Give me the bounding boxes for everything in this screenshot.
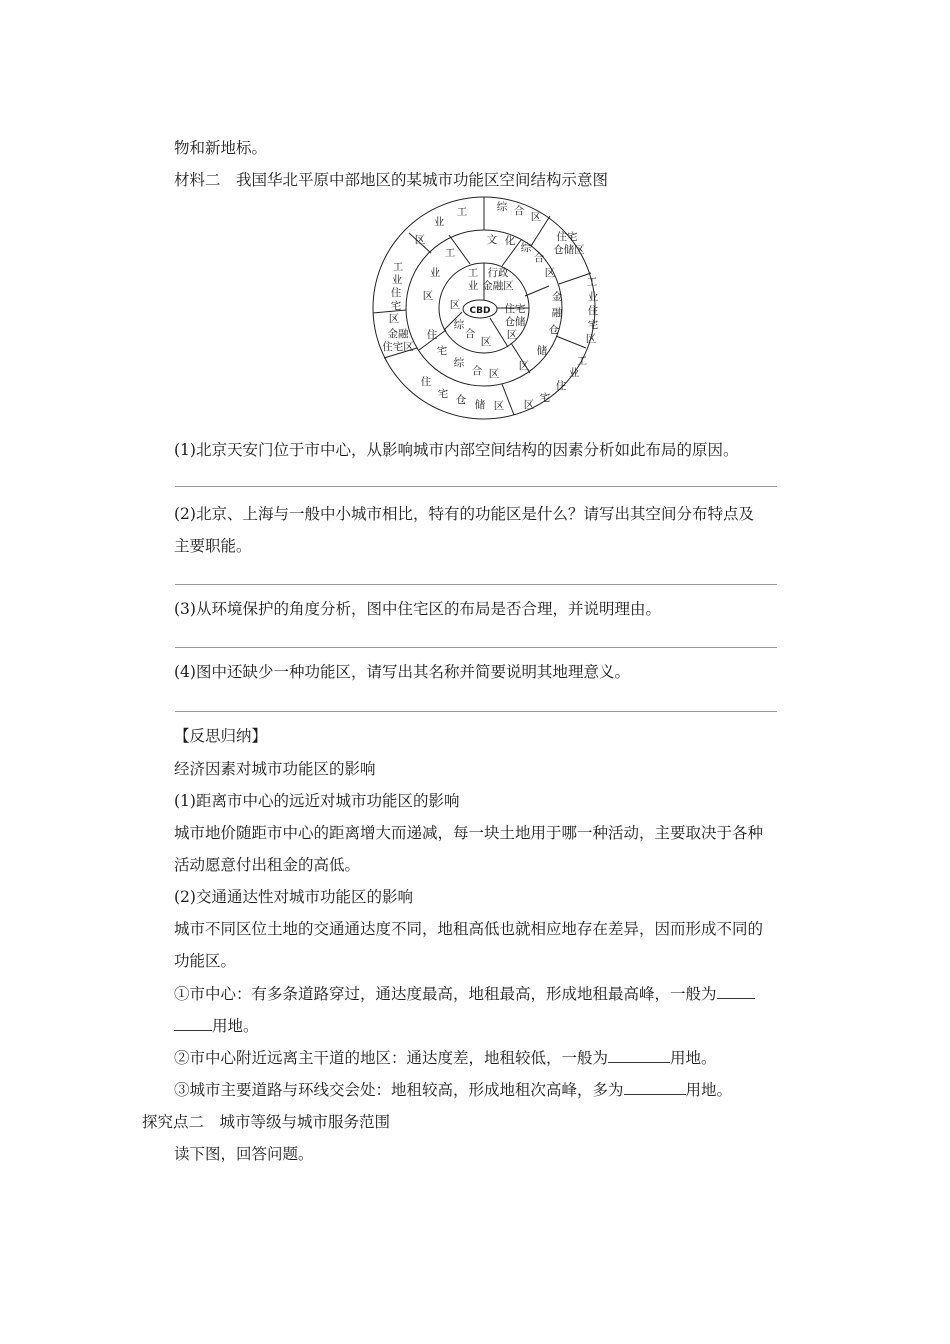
svg-text:区: 区: [480, 336, 492, 348]
answer-line-1[interactable]: [175, 486, 777, 487]
question-3: (3)从环境保护的角度分析，图中住宅区的布局是否合理，并说明理由。: [174, 600, 661, 618]
outer-zone-industrial: [415, 206, 468, 246]
land-use-suffix-1: 用地。: [212, 1017, 259, 1035]
svg-text:区: 区: [585, 333, 597, 345]
reflection-line-5: (2)交通通达性对城市功能区的影响: [174, 888, 413, 906]
reflection-line-2: (1)距离市中心的远近对城市功能区的影响: [174, 792, 460, 810]
fill-blank-1a[interactable]: [717, 984, 755, 999]
svg-text:区: 区: [422, 290, 434, 302]
outer-zone-comprehensive: [497, 200, 542, 223]
svg-text:宅: 宅: [437, 388, 449, 400]
svg-text:区: 区: [506, 329, 518, 341]
svg-text:住: 住: [390, 287, 402, 299]
svg-text:住: 住: [420, 376, 432, 388]
svg-text:住宅区: 住宅区: [382, 341, 414, 353]
svg-text:储: 储: [536, 345, 548, 357]
land-use-suffix-2: 用地。: [670, 1049, 717, 1067]
outer-zone-industrial-residential-se: [524, 355, 588, 411]
svg-text:业: 业: [467, 280, 479, 292]
svg-text:业: 业: [568, 367, 580, 379]
question-1: (1)北京天安门位于市中心，从影响城市内部空间结构的因素分析如此布局的原因。: [174, 441, 739, 459]
svg-text:住: 住: [555, 380, 567, 392]
svg-text:仓储: 仓储: [504, 316, 526, 328]
outer-zone-residential-storage-ne: [553, 231, 585, 256]
svg-text:行政: 行政: [487, 267, 509, 279]
svg-text:金融区: 金融区: [482, 280, 514, 292]
svg-text:合: 合: [533, 252, 545, 264]
svg-text:融: 融: [551, 307, 563, 319]
svg-text:宅: 宅: [390, 300, 402, 312]
svg-text:区: 区: [530, 211, 542, 223]
svg-text:区: 区: [544, 267, 556, 279]
svg-text:化: 化: [504, 235, 516, 247]
fill-blank-1b[interactable]: [174, 1016, 212, 1031]
reflection-line-10: [174, 1048, 717, 1068]
svg-text:综: 综: [520, 242, 532, 254]
svg-text:工: 工: [576, 355, 588, 367]
reflection-line-9: [174, 1016, 259, 1036]
svg-text:综: 综: [453, 319, 465, 331]
svg-text:区: 区: [523, 399, 535, 411]
svg-text:合: 合: [464, 328, 476, 340]
outer-zone-industrial-residential-w: [389, 261, 404, 325]
svg-text:储: 储: [474, 399, 486, 411]
svg-text:宅: 宅: [539, 392, 551, 404]
svg-text:区: 区: [449, 299, 461, 311]
svg-text:宅: 宅: [436, 345, 448, 357]
answer-line-4[interactable]: [175, 711, 777, 712]
cbd-label: CBD: [469, 306, 491, 316]
city-center-text: ①市中心：有多条道路穿过，通达度最高，地租最高，形成地租最高峰，一般为: [174, 985, 717, 1003]
svg-text:业: 业: [587, 291, 599, 303]
svg-text:业: 业: [433, 216, 445, 228]
svg-text:金: 金: [551, 291, 563, 303]
reflection-line-6: 城市不同区位土地的交通通达度不同，地租高低也就相应地存在差异，因而形成不同的: [174, 920, 764, 938]
svg-text:工: 工: [444, 247, 456, 259]
section2-title: 探究点二 城市等级与城市服务范围: [142, 1113, 391, 1131]
question-2-cont: 主要职能。: [174, 537, 252, 555]
inner-zone-comprehensive: [454, 318, 492, 348]
land-use-suffix-3: 用地。: [685, 1081, 733, 1099]
svg-text:区: 区: [493, 400, 505, 412]
intro-tail: 物和新地标。: [174, 139, 268, 157]
svg-text:区: 区: [388, 313, 400, 325]
middle-zone-industrial: [423, 247, 456, 302]
question-4: (4)图中还缺少一种功能区，请写出其名称并简要说明其地理意义。: [174, 663, 630, 681]
reflection-line-7: 功能区。: [174, 952, 237, 970]
fill-blank-2[interactable]: [608, 1048, 670, 1063]
reflection-heading: 【反思归纳】: [174, 727, 268, 745]
material2-title: 材料二 我国华北平原中部地区的某城市功能区空间结构示意图: [174, 171, 609, 189]
question-2: (2)北京、上海与一般中小城市相比，特有的功能区是什么？请写出其空间分布特点及: [174, 505, 754, 523]
svg-text:综: 综: [453, 357, 465, 369]
svg-text:工: 工: [467, 267, 479, 279]
reflection-line-1: 经济因素对城市功能区的影响: [174, 760, 376, 778]
svg-text:住宅: 住宅: [504, 303, 526, 315]
reflection-line-4: 活动愿意付出租金的高低。: [174, 856, 361, 874]
ring-junction-text: ③城市主要道路与环线交会处：地租较高，形成地租次高峰，多为: [174, 1081, 624, 1099]
reflection-line-11: [174, 1080, 732, 1100]
svg-text:工: 工: [456, 206, 468, 218]
svg-text:仓: 仓: [455, 394, 467, 406]
reflection-line-3: 城市地价随距市中心的距离增大而递减，每一块土地用于哪一种活动，主要取决于各种: [174, 824, 764, 842]
inner-zone-admin-finance: [482, 266, 514, 292]
svg-text:金融: 金融: [387, 328, 409, 340]
svg-text:区: 区: [518, 360, 530, 372]
svg-text:业: 业: [391, 274, 403, 286]
svg-text:宅: 宅: [587, 319, 599, 331]
svg-text:区: 区: [414, 234, 426, 246]
answer-line-3[interactable]: [175, 647, 777, 648]
outer-zone-industrial-residential-e: [586, 276, 599, 345]
svg-text:仓储区: 仓储区: [553, 244, 585, 256]
svg-text:区: 区: [488, 368, 500, 380]
svg-text:住宅: 住宅: [556, 231, 578, 243]
svg-text:综: 综: [496, 201, 508, 213]
answer-line-2[interactable]: [175, 584, 777, 585]
reflection-line-8: [174, 984, 755, 1004]
city-function-zone-diagram: [364, 188, 604, 428]
svg-text:合: 合: [513, 205, 525, 217]
svg-text:住: 住: [587, 305, 599, 317]
svg-text:住: 住: [426, 329, 438, 341]
read-prompt: 读下图，回答问题。: [174, 1145, 314, 1163]
svg-text:工: 工: [586, 276, 598, 288]
svg-text:文: 文: [486, 234, 498, 246]
svg-text:合: 合: [471, 365, 483, 377]
near-center-text: ②市中心附近远离主干道的地区：通达度差，地租较低，一般为: [174, 1049, 609, 1067]
svg-text:工: 工: [392, 261, 404, 273]
svg-text:业: 业: [429, 267, 441, 279]
fill-blank-3[interactable]: [624, 1080, 686, 1095]
svg-text:仓: 仓: [548, 324, 560, 336]
inner-zone-residential-storage: [505, 303, 526, 341]
